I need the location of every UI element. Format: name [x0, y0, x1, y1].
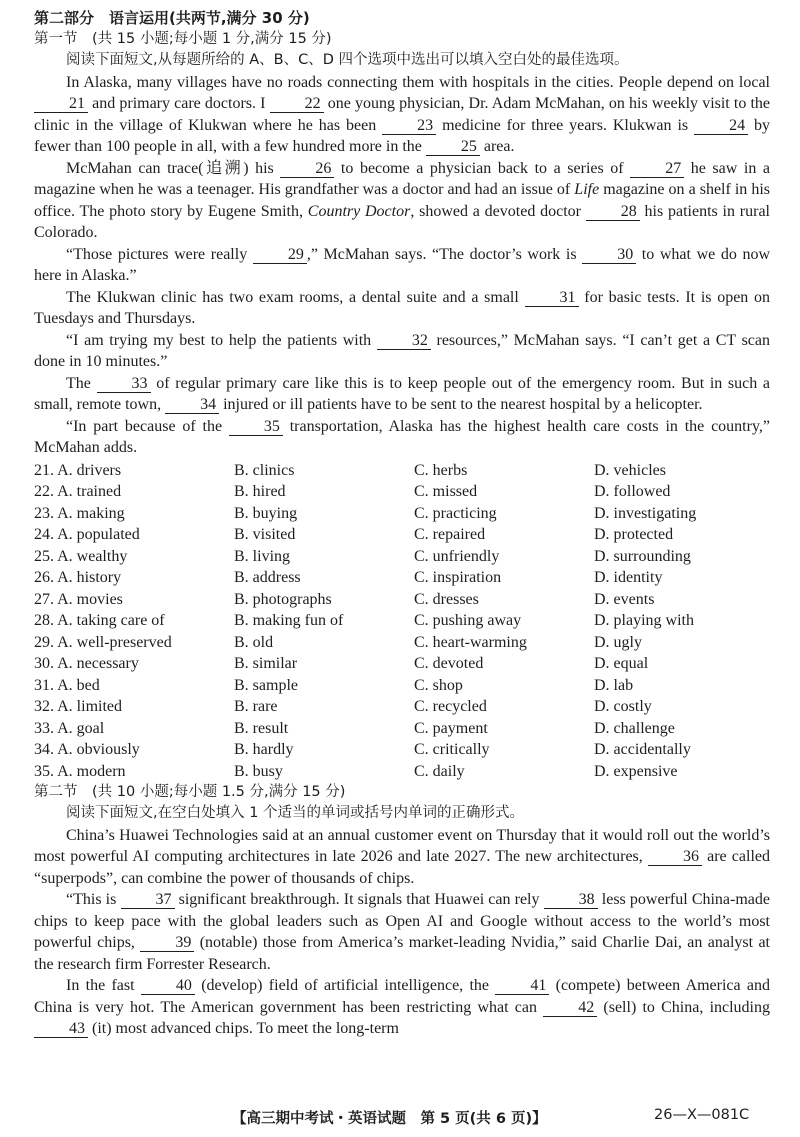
blank-30: 30 — [582, 246, 636, 264]
option-choice: B. busy — [234, 762, 283, 780]
option-choice: B. making fun of — [234, 612, 344, 629]
option-choice: C. pushing away — [414, 612, 522, 629]
option-choice: 31. A. bed — [34, 676, 100, 694]
blank-41: 41 — [495, 977, 549, 995]
blank-24: 24 — [694, 117, 748, 135]
blank-33: 33 — [97, 375, 151, 393]
option-choice: 28. A. taking care of — [34, 612, 165, 629]
option-choice: D. events — [594, 590, 655, 608]
option-row — [34, 589, 770, 611]
blank-40: 40 — [141, 977, 195, 995]
option-choice: C. herbs — [414, 461, 468, 479]
option-choice: B. clinics — [234, 461, 295, 479]
option-choice: B. rare — [234, 698, 278, 715]
passage2-paragraph: In the fast 40 (develop) field of artificial intelligence, the 41 (compete) between America and China is very hot. The American government has been restricting what can 42 (sell) to China, including 43 (it) most advanced chips. To meet the long-term — [34, 977, 770, 1037]
option-choice: D. expensive — [594, 762, 678, 780]
option-choice: C. recycled — [414, 698, 487, 715]
exam-page — [34, 8, 770, 1040]
option-row — [34, 718, 770, 740]
option-row — [34, 761, 770, 783]
footer-paper-code: 26—X—081C — [654, 1107, 750, 1123]
passage1-paragraph: The 33 of regular primary care like this is to keep people out of the emergency room. But in such a small, remote town, 34 injured or ill patients have to be sent to the nearest hospital by a helicopter. — [34, 374, 771, 413]
section1-instruction: 阅读下面短文,从每题所给的 A、B、C、D 四个选项中选出可以填入空白处的最佳选项。 — [66, 52, 629, 68]
option-choice: D. lab — [594, 676, 634, 694]
section2-title: 第二节 (共 10 小题;每小题 1.5 分,满分 15 分) — [34, 784, 346, 800]
option-choice: D. equal — [594, 655, 649, 672]
option-choice: D. playing with — [594, 612, 694, 629]
option-choice: C. heart-warming — [414, 633, 527, 651]
option-choice: C. repaired — [414, 526, 486, 543]
option-row — [34, 739, 770, 761]
option-choice: D. costly — [594, 698, 652, 715]
option-choice: D. followed — [594, 483, 671, 500]
option-choice: D. surrounding — [594, 547, 691, 565]
option-choice: C. daily — [414, 762, 465, 780]
option-row — [34, 675, 770, 697]
option-choice: C. payment — [414, 719, 488, 737]
blank-23: 23 — [382, 117, 436, 135]
option-choice: 22. A. trained — [34, 483, 122, 500]
option-choice: D. identity — [594, 569, 663, 586]
option-choice: C. missed — [414, 483, 478, 500]
option-choice: B. sample — [234, 676, 298, 694]
blank-35: 35 — [229, 418, 283, 436]
option-choice: B. visited — [234, 526, 296, 543]
section1-title: 第一节 (共 15 小题;每小题 1 分,满分 15 分) — [34, 31, 332, 47]
passage2-paragraph: “This is 37 significant breakthrough. It signals that Huawei can rely 38 less powerful China-made chips to keep pace with the global leaders such as Open AI and Google without access to the world’s most powerful chips, 39 (notable) those from America’s market-leading Nvidia,” said Charlie Dai, an analyst at the research firm Forrester Research. — [34, 891, 771, 973]
blank-37: 37 — [121, 891, 175, 909]
blank-43: 43 — [34, 1020, 88, 1038]
option-choice: C. practicing — [414, 504, 497, 522]
passage1-paragraph: “Those pictures were really 29 ,” McMahan says. “The doctor’s work is 30 to what we do now here in Alaska.” — [34, 245, 771, 284]
magazine-title: Life — [574, 181, 600, 198]
blank-29: 29 — [253, 246, 307, 264]
passage2-paragraph: China’s Huawei Technologies said at an annual customer event on Thursday that it would roll out the world’s most powerful AI computing architectures in late 2026 and late 2027. The new architectures, 36 are called “superpods”, can combine the power of thousands of chips. — [34, 826, 770, 887]
option-row — [34, 481, 770, 503]
option-row — [34, 696, 770, 718]
option-row — [34, 567, 770, 589]
option-choice: B. living — [234, 547, 291, 565]
passage1-paragraph: The Klukwan clinic has two exam rooms, a dental suite and a small 31 for basic tests. It is open on Tuesdays and Thursdays. — [34, 288, 771, 327]
option-row — [34, 610, 770, 632]
part-title: 第二部分 语言运用(共两节,满分 30 分) — [34, 9, 310, 27]
option-choice: D. vehicles — [594, 461, 666, 479]
footer-exam-info: 【高三期中考试・英语试题 第 5 页(共 6 页)】 — [232, 1111, 547, 1127]
option-choice: D. protected — [594, 526, 674, 543]
passage1-paragraph: McMahan can trace(追溯) his 26 to become a physician back to a series of 27 he saw in a magazine when he was a teenager. His grandfather was a doctor and had an issue of Life magazine on a shelf in his office. The photo story by Eugene Smith, Country Doctor, showed a devoted doctor 28 his patients in rural Colorado. — [34, 159, 770, 241]
option-choice: B. result — [234, 719, 289, 737]
photo-story-title: Country Doctor — [307, 202, 411, 220]
option-choice: B. photographs — [234, 590, 332, 608]
option-choice: C. shop — [414, 676, 463, 694]
option-row — [34, 524, 770, 546]
option-choice: B. similar — [234, 655, 298, 672]
option-choice: 25. A. wealthy — [34, 547, 128, 565]
option-choice: B. hardly — [234, 741, 294, 758]
blank-28: 28 — [586, 203, 640, 221]
passage1-paragraph: “In part because of the 35 transportation, Alaska has the highest health care costs in the country,” McMahan adds. — [34, 417, 771, 456]
option-row — [34, 503, 770, 525]
answer-options — [34, 460, 770, 783]
option-choice: C. inspiration — [414, 569, 502, 586]
blank-36: 36 — [648, 848, 702, 866]
blank-22: 22 — [270, 95, 324, 113]
option-choice: 26. A. history — [34, 569, 122, 586]
blank-21: 21 — [34, 95, 88, 113]
option-choice: D. accidentally — [594, 741, 691, 758]
option-choice: 29. A. well-preserved — [34, 633, 172, 651]
option-choice: 30. A. necessary — [34, 655, 139, 672]
option-choice: B. old — [234, 633, 274, 651]
option-choice: 32. A. limited — [34, 698, 122, 715]
option-choice: 33. A. goal — [34, 719, 105, 737]
option-choice: C. devoted — [414, 655, 484, 672]
blank-26: 26 — [280, 160, 334, 178]
option-choice: B. hired — [234, 483, 286, 500]
option-choice: D. ugly — [594, 633, 642, 651]
blank-25: 25 — [426, 138, 480, 156]
passage1-paragraph: “I am trying my best to help the patients with 32 resources,” McMahan says. “I can’t get a CT scan done in 10 minutes.” — [34, 331, 770, 370]
blank-32: 32 — [377, 332, 431, 350]
blank-31: 31 — [525, 289, 579, 307]
passage1-paragraph: In Alaska, many villages have no roads connecting them with hospitals in the cities. People depend on local 21 and primary care doctors. I 22 one young physician, Dr. Adam McMahan, on his weekly visit to the clinic in the village of Klukwan where he has been 23 medicine for three years. Klukwan is 24 by fewer than 100 people in all, with a few hundred more in the 25 area. — [34, 73, 771, 155]
blank-34: 34 — [165, 396, 219, 414]
option-choice: D. challenge — [594, 719, 675, 737]
blank-39: 39 — [140, 934, 194, 952]
option-choice: D. investigating — [594, 504, 697, 522]
option-row — [34, 632, 770, 654]
option-choice: 23. A. making — [34, 504, 125, 522]
option-row — [34, 653, 770, 675]
option-row — [34, 546, 770, 568]
blank-27: 27 — [630, 160, 684, 178]
page-footer — [0, 1104, 800, 1128]
option-choice: 35. A. modern — [34, 762, 126, 780]
option-choice: 21. A. drivers — [34, 461, 122, 479]
blank-38: 38 — [544, 891, 598, 909]
option-row — [34, 460, 770, 482]
option-choice: 34. A. obviously — [34, 741, 140, 758]
option-choice: C. unfriendly — [414, 547, 500, 565]
option-choice: 27. A. movies — [34, 590, 123, 608]
section2-instruction: 阅读下面短文,在空白处填入 1 个适当的单词或括号内单词的正确形式。 — [66, 805, 525, 821]
option-choice: B. address — [234, 569, 301, 586]
option-choice: C. critically — [414, 741, 490, 758]
option-choice: 24. A. populated — [34, 526, 140, 543]
option-choice: B. buying — [234, 504, 298, 522]
blank-42: 42 — [543, 999, 597, 1017]
option-choice: C. dresses — [414, 590, 479, 608]
